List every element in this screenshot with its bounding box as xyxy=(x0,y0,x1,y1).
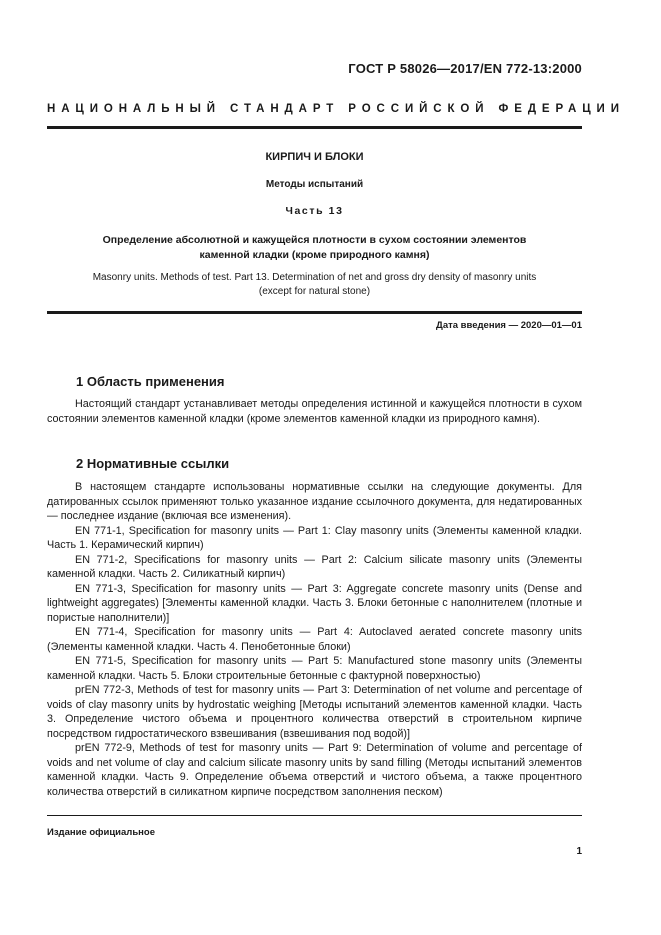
russian-title-line: Определение абсолютной и кажущейся плотности в сухом состоянии элементов xyxy=(102,234,527,246)
section-1-text xyxy=(47,397,582,426)
document-subtitle: Методы испытаний xyxy=(265,179,364,190)
reference-item: EN 771-2, Specifications for masonry units — Part 2: Calcium silicate masonry units (Элементы каменной кладки. Часть 2. Силикатный кирпич) xyxy=(47,553,582,580)
document-part: Часть 13 xyxy=(285,205,344,217)
top-rule xyxy=(47,126,582,129)
reference-item: EN 771-4, Specification for masonry units — Part 4: Autoclaved aerated concrete masonry units (Элементы каменной кладки. Часть 4. Пенобетонные блоки) xyxy=(47,626,582,653)
reference-item: EN 771-1, Specification for masonry units — Part 1: Clay masonry units (Элементы каменной кладки. Часть 1. Керамический кирпич) xyxy=(47,524,582,551)
reference-item: prEN 772-3, Methods of test for masonry units — Part 3: Determination of net volume and percentage of voids of clay masonry units by hydrostatic weighing [Методы испытаний элементов каменной кладки. Часть 3. Определение чистого объема и процентного количества отверстий в строительном кирпиче посредством гидростатического взвешивания (взвешивания под водой)] xyxy=(47,684,582,740)
official-edition-label: Издание официальное xyxy=(47,827,155,838)
reference-item: prEN 772-9, Methods of test for masonry units — Part 9: Determination of volume and percentage of voids and net volume of clay and calcium silicate masonry units by sand filling (Методы испытаний элементов каменной кладки. Часть 9. Определение объема отверстий и чистого объема, а также процентного количества отверстий в силикатном кирпиче посредством заполнения песком) xyxy=(47,742,582,798)
english-title xyxy=(47,271,582,299)
section-2-text xyxy=(47,480,582,799)
national-standard-banner: НАЦИОНАЛЬНЫЙ СТАНДАРТ РОССИЙСКОЙ ФЕДЕРАЦИИ xyxy=(47,103,625,115)
reference-item: EN 771-5, Specification for masonry units — Part 5: Manufactured stone masonry units (Элементы каменной кладки. Часть 5. Блоки строительные бетонные с фактурной поверхностью) xyxy=(47,655,582,682)
russian-title xyxy=(47,233,582,263)
paragraph: В настоящем стандарте использованы нормативные ссылки на следующие документы. Для датированных ссылок применяют только указанное издание ссылочного документа, для недатированных — последнее издание (включая все изменения). xyxy=(47,481,582,522)
standard-code: ГОСТ Р 58026—2017/EN 772-13:2000 xyxy=(348,61,582,76)
english-title-line: (except for natural stone) xyxy=(258,286,371,297)
russian-title-line: каменной кладки (кроме природного камня) xyxy=(199,249,430,261)
section-2-heading: 2 Нормативные ссылки xyxy=(76,456,230,471)
page-number: 1 xyxy=(576,846,582,857)
english-title-line: Masonry units. Methods of test. Part 13. Determination of net and gross dry density of masonry units xyxy=(92,272,537,283)
paragraph: Настоящий стандарт устанавливает методы определения истинной и кажущейся плотности в сухом состоянии элементов каменной кладки (кроме элементов каменной кладки из природного камня). xyxy=(47,398,582,425)
effective-date: Дата введения — 2020—01—01 xyxy=(436,320,582,331)
document-title: КИРПИЧ И БЛОКИ xyxy=(265,151,364,163)
footer-rule xyxy=(47,815,582,816)
section-1-heading: 1 Область применения xyxy=(76,374,225,389)
reference-item: EN 771-3, Specification for masonry units — Part 3: Aggregate concrete masonry units (Dense and lightweight aggregates) [Элементы каменной кладки. Часть 3. Блоки бетонные с наполнителем (плотные и пористые наполнители)] xyxy=(47,582,582,624)
title-rule xyxy=(47,311,582,314)
